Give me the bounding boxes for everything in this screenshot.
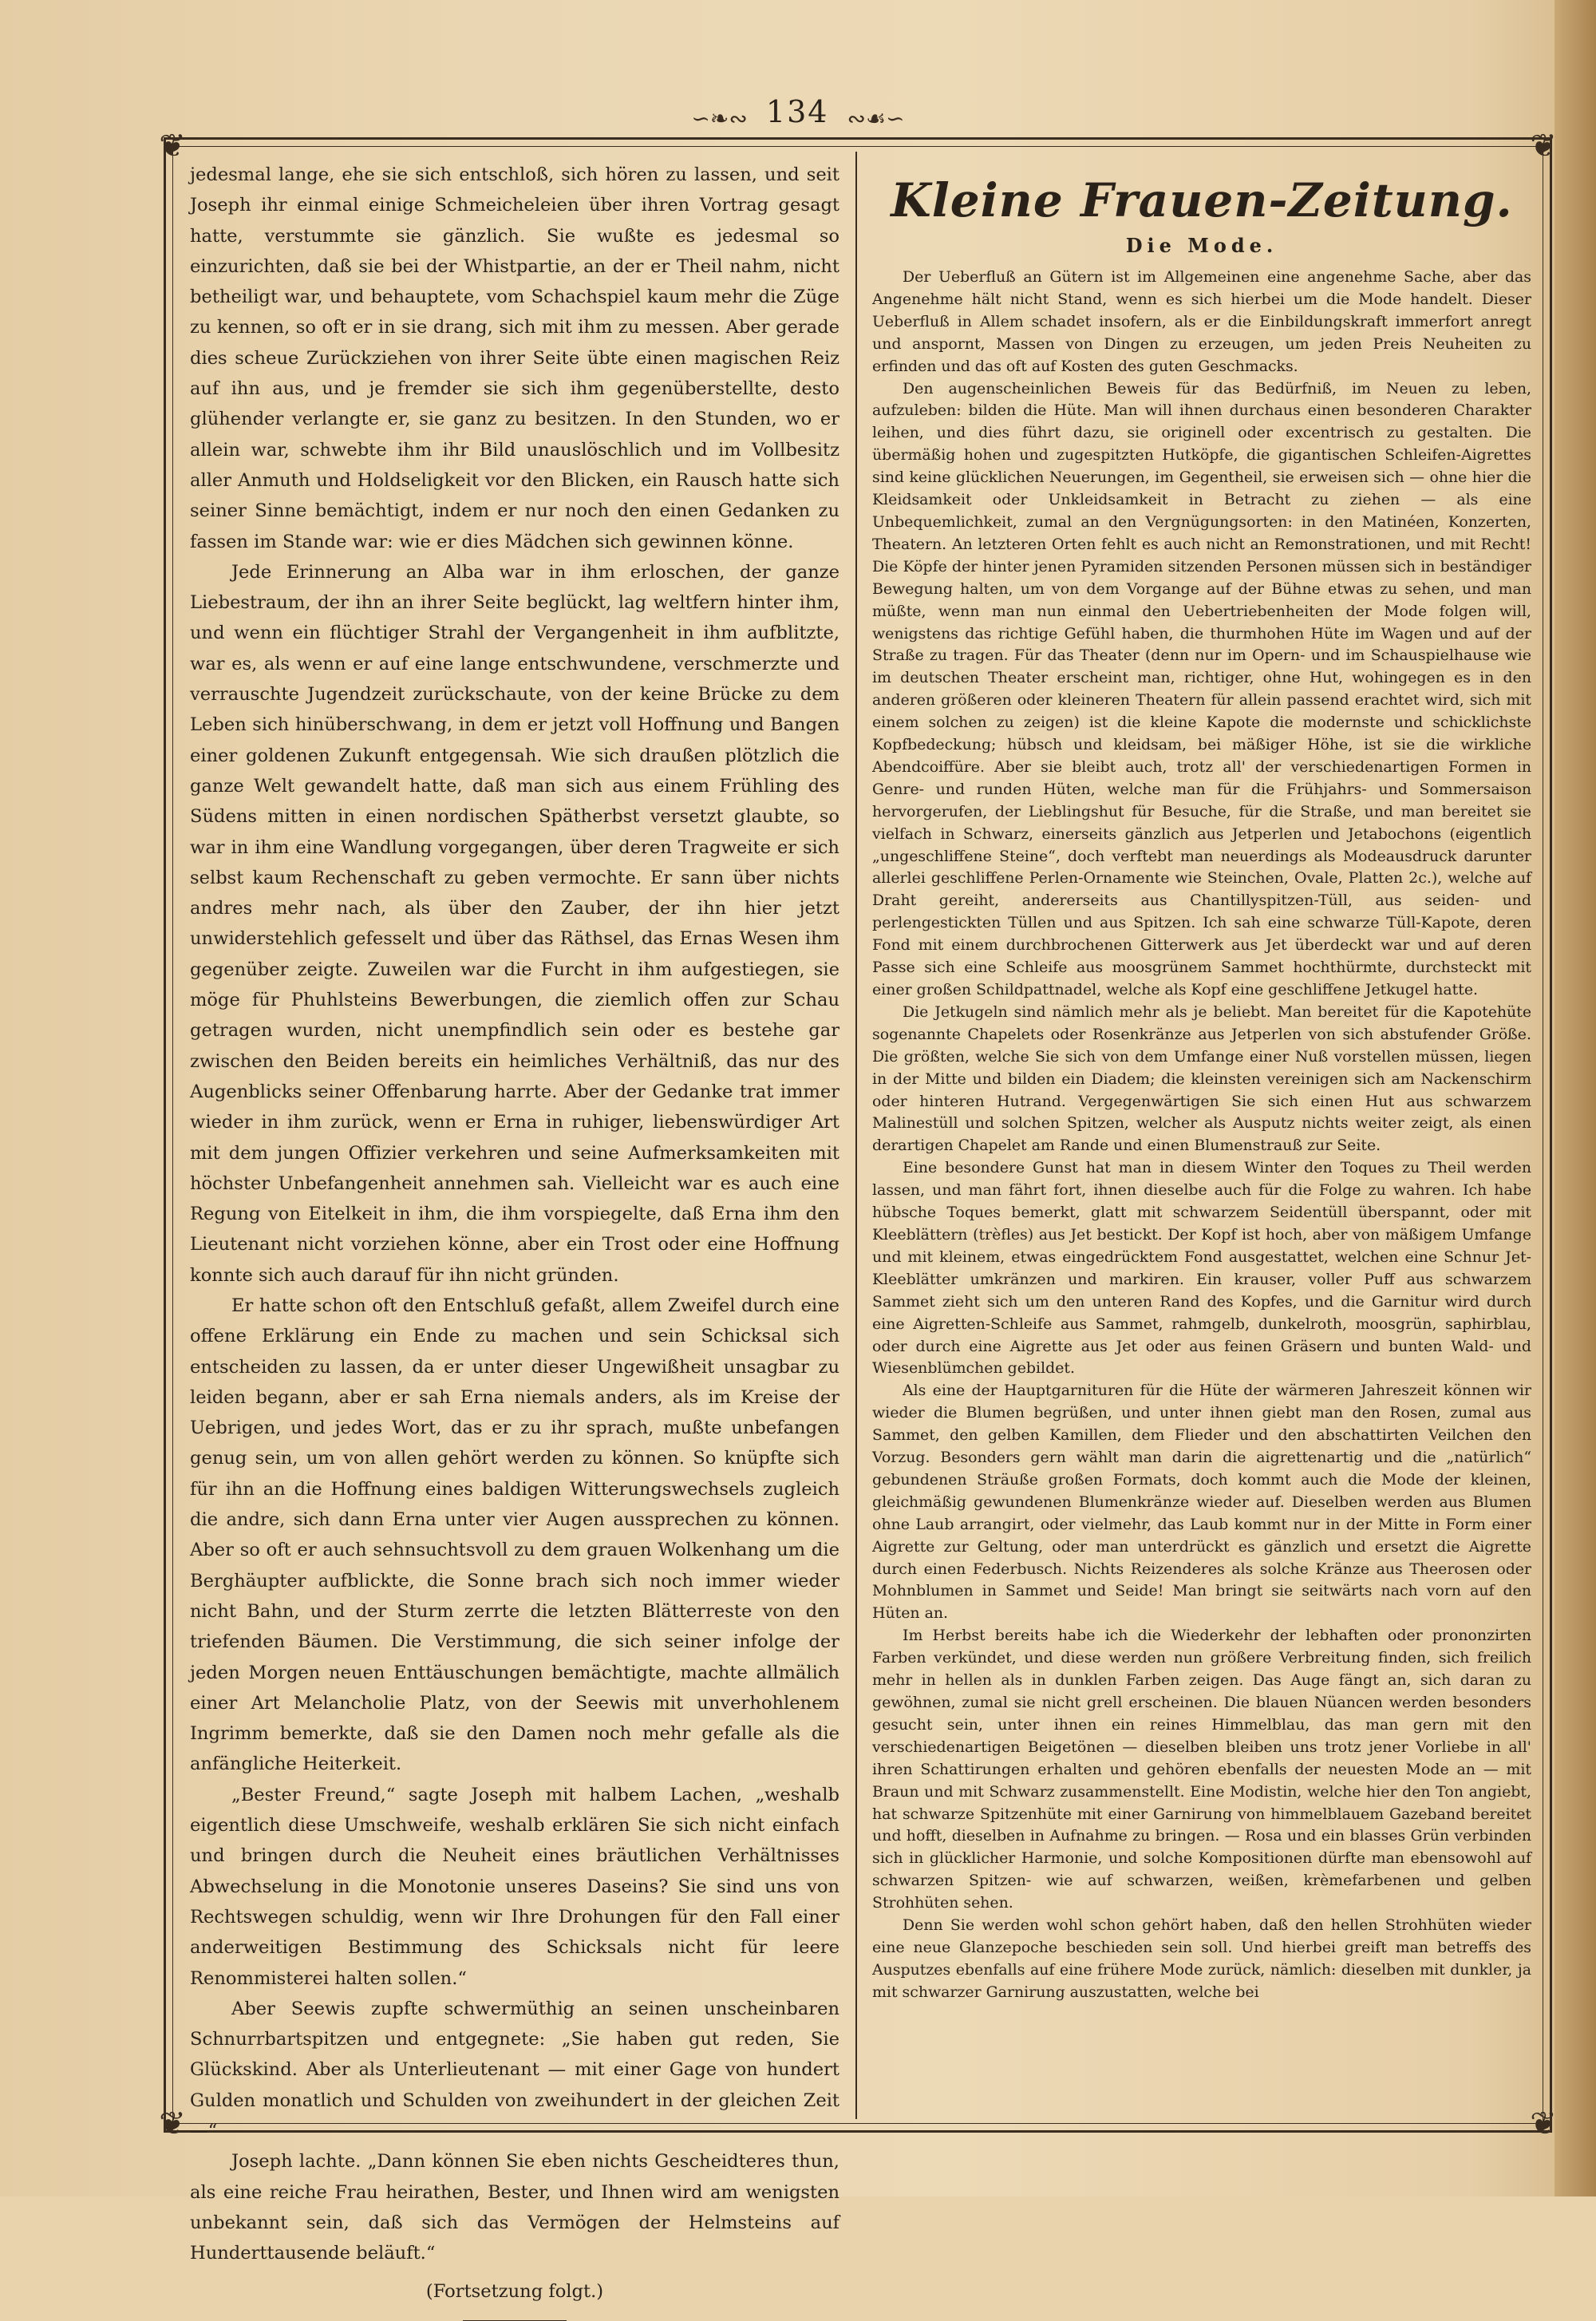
flourish-left-icon: ∽❧∾	[691, 105, 748, 132]
corner-ornament-icon: ❦	[159, 128, 186, 164]
article-paragraph: Eine besondere Gunst hat man in diesem Winter den Toques zu Theil werden lassen, und man fährt fort, ihnen dieselbe auch für die Folge zu wahren. Ich habe hübsche Toques bemerkt, glatt mit schwarzem Seidentüll überspannt, oder mit Kleeblättern (trèfles) aus Jet bestickt. Der Kopf ist hoch, aber von mäßigem Umfange und mit kleinem, etwas eingedrücktem Fond ausgestattet, welchen eine Schnur Jet-Kleeblätter umkränzen und markiren. Ein krauser, voller Puff aus schwarzem Sammet zieht sich um den unteren Rand des Kopfes, und die Garnitur wird durch eine Aigretten-Schleife aus Sammet, rahmgelb, dunkelroth, moosgrün, saphirblau, oder durch eine Aigrette aus Jet oder aus feinen Gräsern und bunten Wald- und Wiesenblümchen gebildet.	[872, 1159, 1531, 1378]
story-paragraph: Joseph lachte. „Dann können Sie eben nichts Gescheidteres thun, als eine reiche Frau heirathen, Bester, und Ihnen wird am wenigsten unbekannt sein, daß sich das Vermögen der Helmsteins auf Hunderttausende beläuft.“	[190, 2151, 839, 2264]
article-paragraph: Den augenscheinlichen Beweis für das Bedürfniß, im Neuen zu leben, aufzuleben: bilden die Hüte. Man will ihnen durchaus einen besonderen Charakter leihen, und dies führt dazu, sie originell oder excentrisch zu gestalten. Die übermäßig hohen und zugespitzten Hutköpfe, die gigantischen Schleifen-Aigrettes sind keine glücklichen Neuerungen, im Gegentheil, sie erweisen sich — ohne hier die Kleidsamkeit oder Unkleidsamkeit in Betracht zu ziehen — als eine Unbequemlichkeit, zumal an den Vergnügungsorten: in den Matinéen, Konzerten, Theatern. An letzteren Orten fehlt es auch nicht an Remonstrationen, und mit Recht! Die Köpfe der hinter jenen Pyramiden sitzenden Personen müssen sich in beständiger Bewegung halten, um von dem Vorgange auf der Bühne etwas zu sehen, und man müßte, wenn man nun einmal den Uebertriebenheiten der Mode folgen will, wenigstens das richtige Gefühl haben, die thurmhohen Hüte im Wagen und auf der Straße zu tragen. Für das Theater (denn nur im Opern- und im Schauspielhause wie im deutschen Theater erscheint man, richtiger, ohne Hut, wohingegen es in den anderen größeren oder kleineren Theatern für allein passend erachtet wird, sich mit einem solchen zu zeigen) ist die kleine Kapote die modernste und schicklichste Kopfbedeckung; hübsch und kleidsam, bei mäßiger Höhe, ist sie die wirkliche Abendcoiffüre. Aber sie bleibt auch, trotz all' der verschiedenartigen Formen in Genre- und runden Hüten, welche man für die Frühjahrs- und Sommersaison hervorgerufen, der Lieblingshut für Besuche, für die Straße, und man bereitet sie vielfach in Schwarz, einerseits gänzlich aus Jetperlen und Jetabochons (eigentlich „ungeschliffene Steine“, doch verftebt man neuerdings als Modeausdruck darunter allerlei geschliffene Perlen-Ornamente wie Steinchen, Ovale, Platten 2c.), welche auf Draht gereiht, andererseits aus Chantillyspitzen-Tüll, aus seiden- und perlengestickten Tüllen und aus Spitzen. Ich sah eine schwarze Tüll-Kapote, deren Fond mit einem durchbrochenen Gitterwerk aus Jet überdeckt war und auf deren Passe sich eine Schleife aus moosgrünem Sammet hochthürmte, durchsteckt mit einer großen Schildpattnadel, welche als Kopf eine geschliffene Jetkugel hatte.	[872, 379, 1531, 998]
story-paragraph: „Bester Freund,“ sagte Joseph mit halbem Lachen, „weshalb eigentlich diese Umschweife, weshalb erklären Sie sich nicht einfach und bringen durch die Neuheit eines bräutlichen Verhältnisses Abwechselung in die Monotonie unseres Daseins? Sie sind uns von Rechtswegen schuldig, wenn wir Ihre Drohungen für den Fall einer anderweitigen Bestimmung des Schicksals nicht für leere Renommisterei halten sollen.“	[190, 1784, 839, 1989]
flourish-right-icon: ∾☙∽	[847, 105, 905, 132]
left-column-serial-story	[190, 160, 839, 2321]
article-paragraph: Die Jetkugeln sind nämlich mehr als je beliebt. Man bereitet für die Kapotehüte sogenannte Chapelets oder Rosenkränze aus Jetperlen von sich abstufender Größe. Die größten, welche Sie sich von dem Umfange einer Nuß vorstellen müssen, liegen in der Mitte und bilden ein Diadem; die kleinsten vereinigen sich am Nackenschirm oder hinteren Hutrand. Vergegenwärtigen Sie sich einen Hut aus schwarzem Malinestüll und solchen Spitzen, welcher als Ausputz nichts weiter zeigt, als einen derartigen Chapelet am Rande und einen Blumenstrauß zur Seite.	[872, 1002, 1531, 1155]
article-paragraph: Im Herbst bereits habe ich die Wiederkehr der lebhaften oder prononzirten Farben verkündet, und diese werden nun größere Verbreitung finden, sich freilich mehr in hellen als in dunklen Farben zeigen. Das Auge fängt an, sich daran zu gewöhnen, zumal sie nicht grell erscheinen. Die blauen Nüancen werden besonders gesucht sein, unter ihnen ein reines Himmelblau, das man gern mit den verschiedenartigen Beigetönen — dieselben bleiben uns trotz jener Vorliebe in all' ihren Schattirungen erhalten und gehören ebenfalls der neuesten Mode an — mit Braun und mit Schwarz zusammenstellt. Eine Modistin, welche hier den Ton angiebt, hat schwarze Spitzenhüte mit einer Garnirung von himmelblauem Gazeband bereitet und hofft, dieselben in Aufnahme zu bringen. — Rosa und ein blasses Grün verbinden sich in glücklicher Harmonie, und solche Kompositionen dürfte man ebensowohl auf schwarzen Spitzen- wie auf schwarzen, weißen, krèmefarbenen und gelben Strohhüten sehen.	[872, 1627, 1531, 1912]
column-divider	[855, 152, 857, 2119]
right-column-fashion	[872, 158, 1531, 2004]
article-paragraph: Der Ueberfluß an Gütern ist im Allgemeinen eine angenehme Sache, aber das Angenehme hält nicht Stand, wenn es sich hierbei um die Mode handelt. Dieser Ueberfluß in Allem schadet insofern, als er die Einbildungskraft immerfort anregt und anspornt, Massen von Dingen zu erzeugen, um jeden Preis Neuheiten zu erfinden und das oft auf Kosten des guten Geschmacks.	[872, 268, 1531, 375]
article-paragraph: Denn Sie werden wohl schon gehört haben, daß den hellen Strohhüten wieder eine neue Glanzepoche beschieden sein soll. Und hierbei greift man betreffs des Ausputzes ebenfalls auf eine frühere Mode zurück, nämlich: dieselben mit dunkler, ja mit schwarzer Garnirung auszustatten, welche bei	[872, 1916, 1531, 2001]
subsection-title: Die Mode.	[1125, 234, 1278, 257]
page-number: 134	[765, 94, 829, 129]
corner-ornament-icon: ❦	[1530, 2106, 1557, 2142]
story-paragraph: jedesmal lange, ehe sie sich entschloß, sich hören zu lassen, und seit Joseph ihr einmal einige Schmeicheleien über ihren Vortrag gesagt hatte, verstummte sie gänzlich. Sie wußte es jedesmal so einzurichten, daß sie bei der Whistpartie, an der er Theil nahm, nicht betheiligt war, und behauptete, vom Schachspiel kaum mehr die Züge zu kennen, so oft er in sie drang, sich mit ihm zu messen. Aber gerade dies scheue Zurückziehen von ihrer Seite übte einen magischen Reiz auf ihn aus, und je fremder sie sich ihm gegenüberstellte, desto glühender verlangte er, sie ganz zu besitzen. In den Stunden, wo er allein war, schwebte ihm ihr Bild unauslöschlich und im Vollbesitz aller Anmuth und Holdseligkeit vor den Blicken, ein Rausch hatte sich seiner Sinne bemächtigt, indem er nur noch den einen Gedanken zu fassen im Stande war: wie er dies Mädchen sich gewinnen könne.	[190, 164, 839, 552]
story-paragraph: Jede Erinnerung an Alba war in ihm erloschen, der ganze Liebestraum, der ihn an ihrer Seite beglückt, lag weltfern hinter ihm, und wenn ein flüchtiger Strahl der Vergangenheit in ihm aufblitzte, war es, als wenn er auf eine lange entschwundene, verschmerzte und verrauschte Jugendzeit zurückschaute, von der keine Brücke zu dem Leben sich hinüberschwang, in dem er jetzt voll Hoffnung und Bangen einer goldenen Zukunft entgegensah. Wie sich draußen plötzlich die ganze Welt gewandelt hatte, daß man sich aus einem Frühling des Südens mitten in einen nordischen Spätherbst versetzt glaubte, so war in ihm eine Wandlung vorgegangen, über deren Tragweite er sich selbst kaum Rechenschaft zu geben vermochte. Er sann über nichts andres mehr nach, als über den Zauber, der ihn hier jetzt unwiderstehlich gefesselt und über das Räthsel, das Ernas Wesen ihm gegenüber zeigte. Zuweilen war die Furcht in ihm aufgestiegen, sie möge für Phuhlsteins Bewerbungen, die ziemlich offen zur Schau getragen wurden, nicht unempfindlich sein oder es bestehe gar zwischen den Beiden bereits ein heimliches Verhältniß, das nur des Augenblicks seiner Offenbarung harrte. Aber der Gedanke trat immer wieder in ihm zurück, wenn er Erna in ruhiger, liebenswürdiger Art mit dem jungen Offizier verkehren und seine Aufmerksamkeiten mit höchster Unbefangenheit annehmen sah. Vielleicht war es auch eine Regung von Eitelkeit in ihm, die ihm vorspiegelte, daß Erna ihm den Lieutenant nicht vorziehen könne, aber ein Trost oder eine Hoffnung konnte sich auch darauf für ihn nicht gründen.	[190, 561, 839, 1286]
binding-edge	[1555, 0, 1596, 2196]
corner-ornament-icon: ❦	[1530, 128, 1557, 164]
page-header	[0, 94, 1596, 132]
story-paragraph: Aber Seewis zupfte schwermüthig an seinen unscheinbaren Schnurrbartspitzen und entgegnete: „Sie haben gut reden, Sie Glückskind. Aber als Unterlieutenant — mit einer Gage von hundert Gulden monatlich und Schulden von zweihundert in der gleichen Zeit —“	[190, 1998, 839, 2141]
story-paragraph: Er hatte schon oft den Entschluß gefaßt, allem Zweifel durch eine offene Erklärung ein Ende zu machen und sein Schicksal sich entscheiden zu lassen, da er unter dieser Ungewißheit unsagbar zu leiden begann, aber er sah Erna niemals anders, als im Kreise der Uebrigen, und jedes Wort, das er zu ihr sprach, mußte unbefangen genug sein, um von allen gehört werden zu können. So knüpfte sich für ihn an die Hoffnung eines baldigen Witterungswechsels zugleich die andre, sich dann Erna unter vier Augen aussprechen zu können. Aber so oft er auch sehnsuchtsvoll zu dem grauen Wolkenhang um die Berghäupter aufblickte, die Sonne brach sich noch immer wieder nicht Bahn, und der Sturm zerrte die letzten Blätterreste von den triefenden Bäumen. Die Verstimmung, die sich seiner infolge der jeden Morgen neuen Enttäuschungen bemächtigte, machte allmälich einer Art Melancholie Platz, von der Seewis mit unverhohlenem Ingrimm bemerkte, daß sie den Damen noch mehr gefalle als die anfängliche Heiterkeit.	[190, 1295, 839, 1775]
section-title: Kleine Frauen-Zeitung.	[891, 173, 1513, 227]
continuation-note: (Fortsetzung folgt.)	[425, 2281, 604, 2303]
corner-ornament-icon: ❦	[159, 2106, 186, 2142]
article-paragraph: Als eine der Hauptgarnituren für die Hüte der wärmeren Jahreszeit können wir wieder die Blumen begrüßen, und unter ihnen giebt man den Rosen, zumal aus Sammet, den gelben Kamillen, dem Flieder und den abschattirten Veilchen den Vorzug. Besonders gern wählt man darin die aigrettenartig und die „natürlich“ gebundenen Sträuße großen Formats, doch kommt auch die Mode der kleinen, gleichmäßig gewundenen Blumenkränze wieder auf. Dieselben werden aus Blumen ohne Laub arrangirt, oder vielmehr, das Laub kommt nur in der Mitte in Form einer Aigrette zur Geltung, oder man unterdrückt es gänzlich und ersetzt die Aigrette durch einen Federbusch. Nichts Reizenderes als solche Kränze aus Theerosen oder Mohnblumen in Sammet und Seide! Man bringt sie seitwärts nach vorn auf den Hüten an.	[872, 1382, 1531, 1623]
